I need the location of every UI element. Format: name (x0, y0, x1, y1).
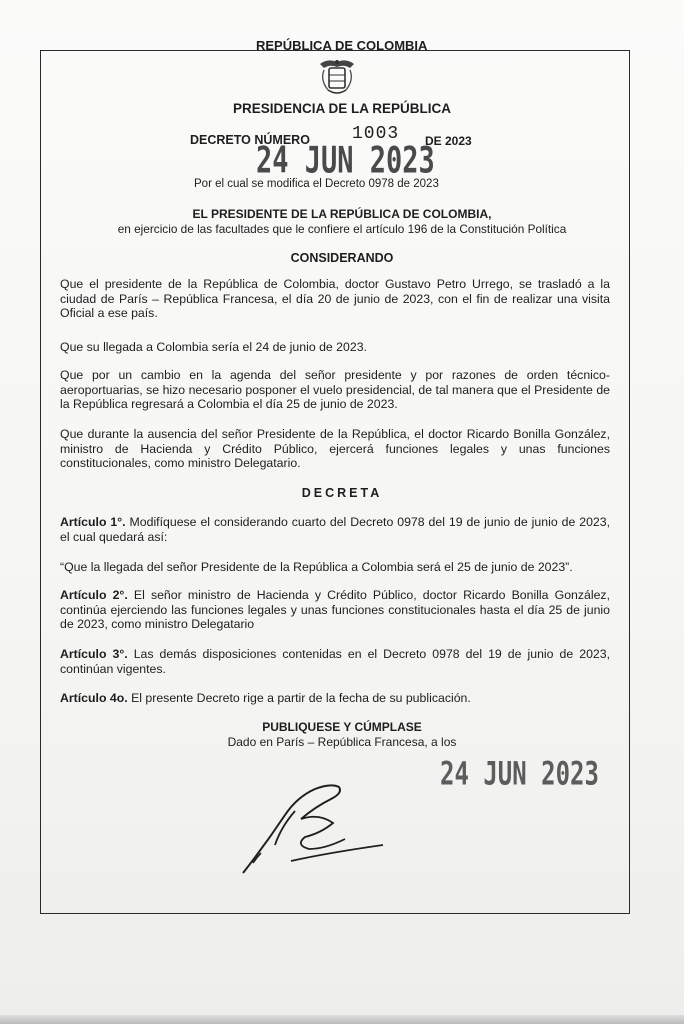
decree-label: DECRETO NÚMERO (190, 133, 310, 147)
country-title: REPÚBLICA DE COLOMBIA (256, 38, 428, 53)
considerando-paragraph-1: Que el presidente de la República de Colombia, doctor Gustavo Petro Urrego, se trasladó a la ciudad de París – República Francesa, el día 20 de junio de 2023, con el fin de realizar una visita Oficial a ese país. (60, 277, 610, 321)
article-1-text: Modifíquese el considerando cuarto del Decreto 0978 del 19 de junio de junio de 2023, el cual quedará así: (60, 515, 610, 544)
decree-year: DE 2023 (425, 134, 472, 148)
closing-title: PUBLIQUESE Y CÚMPLASE (262, 720, 422, 734)
header-rule-right (434, 50, 520, 51)
article-2-text: El señor ministro de Hacienda y Crédito Público, doctor Ricardo Bonilla González, continúa ejerciendo las funciones legales y unas funciones constitucionales hasta el día 25 de junio de 2023, como ministro Delegatario (60, 588, 610, 632)
header-rule-left (160, 50, 256, 51)
decreta-heading: DECRETA (301, 486, 383, 500)
decree-subtitle: Por el cual se modifica el Decreto 0978 de 2023 (194, 178, 439, 190)
considerando-paragraph-3: Que por un cambio en la agenda del señor presidente y por razones de orden técnico-aeroportuarias, se hizo necesario posponer el vuelo presidencial, de tal manera que el Presidente de la República regresará a Colombia el día 25 de junio de 2023. (60, 368, 610, 412)
office-title: PRESIDENCIA DE LA REPÚBLICA (232, 101, 452, 116)
article-3 (60, 647, 610, 676)
article-1-label: Artículo 1°. (60, 515, 126, 529)
date-stamp-bottom: 24 JUN 2023 (440, 755, 599, 793)
article-4 (60, 691, 610, 706)
considerando-heading: CONSIDERANDO (290, 251, 394, 265)
decree-number: 1003 (352, 124, 400, 144)
closing-given: Dado en París – República Francesa, a los (227, 735, 457, 749)
page-edge-shadow (0, 1015, 684, 1024)
article-2-label: Artículo 2°. (60, 588, 128, 602)
date-stamp-top: 24 JUN 2023 (256, 140, 435, 182)
faculties-line: en ejercicio de las facultades que le confiere el artículo 196 de la Constitución Política (117, 222, 567, 236)
signature-icon (235, 775, 395, 885)
article-4-text: El presente Decreto rige a partir de la fecha de su publicación. (131, 691, 471, 705)
considerando-paragraph-4: Que durante la ausencia del señor Presidente de la República, el doctor Ricardo Bonilla González, ministro de Hacienda y Crédito Público, ejercerá funciones legales y unas funciones constitucionales, como ministro Delegatario. (60, 427, 610, 471)
president-title: EL PRESIDENTE DE LA REPÚBLICA DE COLOMBIA, (192, 207, 492, 221)
article-2 (60, 588, 610, 632)
article-1 (60, 515, 610, 544)
article-3-label: Artículo 3°. (60, 647, 128, 661)
article-4-label: Artículo 4o. (60, 691, 128, 705)
article-1-quote: “Que la llegada del señor Presidente de la República a Colombia será el 25 de junio de 2023”. (60, 560, 573, 574)
coat-of-arms-icon (314, 56, 360, 98)
considerando-paragraph-2: Que su llegada a Colombia sería el 24 de junio de 2023. (60, 340, 367, 354)
article-3-text: Las demás disposiciones contenidas en el Decreto 0978 del 19 de junio de 2023, continúan vigentes. (60, 647, 611, 676)
